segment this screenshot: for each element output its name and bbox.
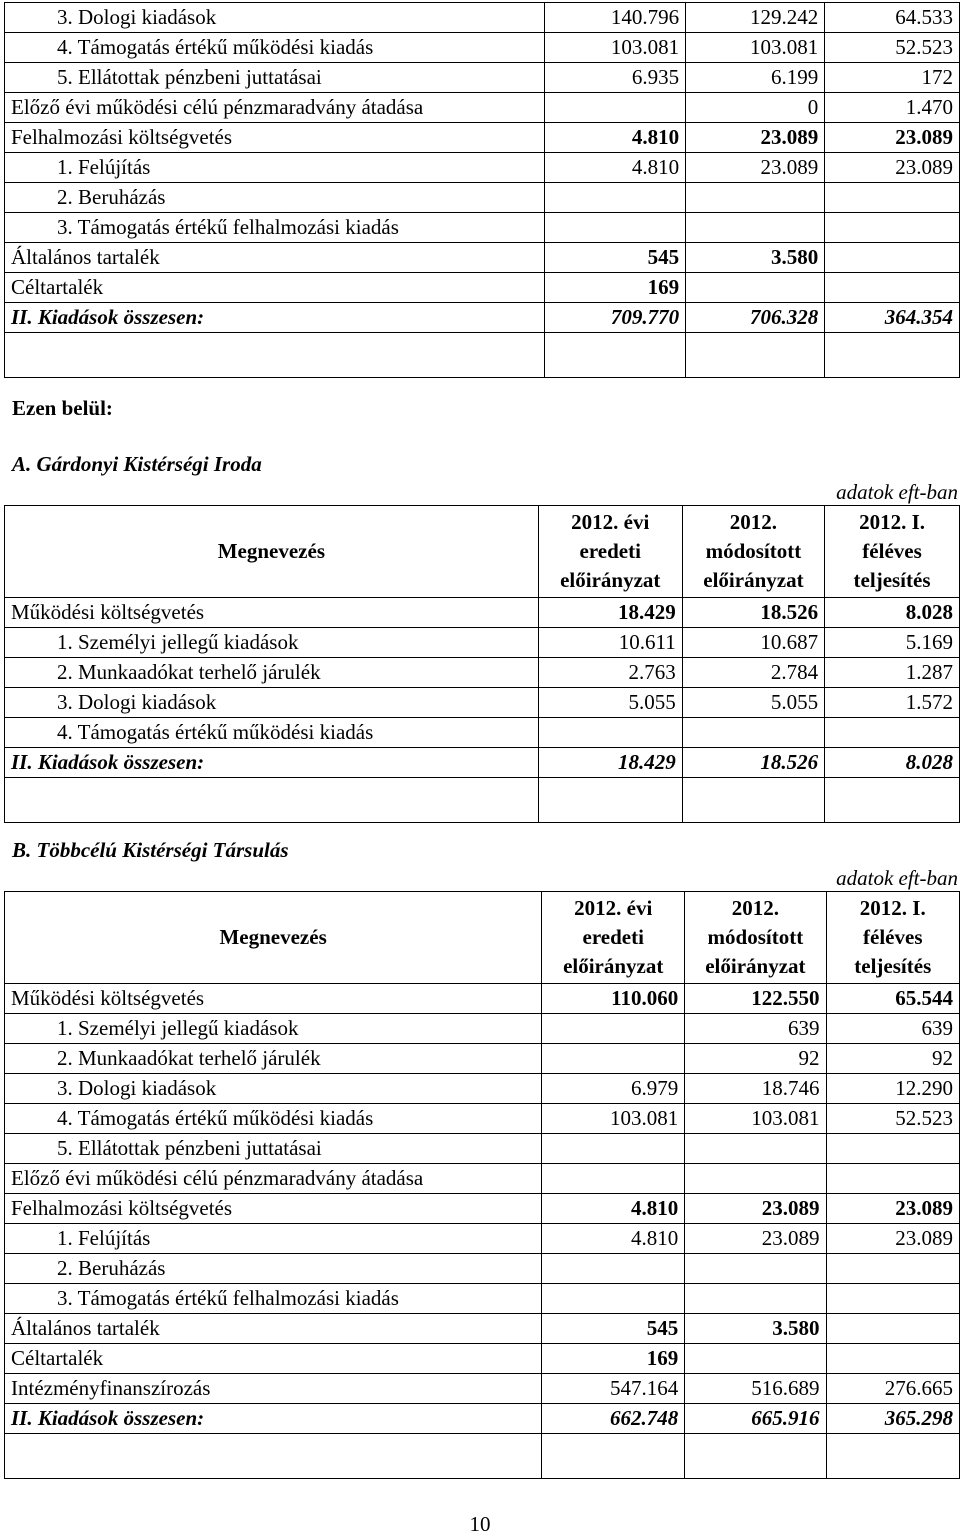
table-row <box>5 1104 960 1134</box>
top-table <box>4 2 960 378</box>
section-b-unit: adatok eft-ban <box>836 866 958 890</box>
table-row <box>5 243 960 273</box>
header-eredeti <box>538 506 682 598</box>
header-line: teljesítés <box>853 568 931 592</box>
table-row <box>5 183 960 213</box>
header-line: módosított <box>705 539 802 563</box>
cell-teljesites: 365.298 <box>826 1404 959 1434</box>
row-label: 4. Támogatás értékű működési kiadás <box>5 718 539 748</box>
cell-eredeti <box>542 1284 685 1314</box>
header-line: 2012. évi <box>574 896 653 920</box>
cell-eredeti: 103.081 <box>545 33 686 63</box>
cell-eredeti: 18.429 <box>538 598 682 628</box>
spacer-row <box>5 1434 960 1479</box>
section-a-unit: adatok eft-ban <box>836 480 958 504</box>
spacer-cell <box>682 778 824 823</box>
table-row <box>5 1044 960 1074</box>
spacer-cell <box>5 333 545 378</box>
table-row <box>5 1254 960 1284</box>
header-line: eredeti <box>582 925 644 949</box>
cell-teljesites <box>825 183 960 213</box>
table-row <box>5 3 960 33</box>
table-row <box>5 718 960 748</box>
row-label: 1. Személyi jellegű kiadások <box>5 1014 542 1044</box>
row-label: 3. Dologi kiadások <box>5 3 545 33</box>
cell-teljesites: 639 <box>826 1014 959 1044</box>
table-row <box>5 1134 960 1164</box>
cell-eredeti <box>538 718 682 748</box>
cell-teljesites: 8.028 <box>825 748 960 778</box>
cell-eredeti: 5.055 <box>538 688 682 718</box>
cell-teljesites: 52.523 <box>825 33 960 63</box>
row-label: 3. Támogatás értékű felhalmozási kiadás <box>5 1284 542 1314</box>
table-row <box>5 303 960 333</box>
cell-teljesites: 5.169 <box>825 628 960 658</box>
header-line: teljesítés <box>854 954 932 978</box>
section-b-header-row <box>5 892 960 984</box>
spacer-cell <box>5 778 539 823</box>
cell-teljesites: 1.470 <box>825 93 960 123</box>
spacer-cell <box>685 1434 826 1479</box>
cell-teljesites: 23.089 <box>826 1224 959 1254</box>
cell-eredeti: 18.429 <box>538 748 682 778</box>
table-row <box>5 153 960 183</box>
cell-eredeti: 6.979 <box>542 1074 685 1104</box>
cell-modositott: 3.580 <box>686 243 825 273</box>
cell-modositott: 639 <box>685 1014 826 1044</box>
row-label: 3. Dologi kiadások <box>5 688 539 718</box>
cell-eredeti: 662.748 <box>542 1404 685 1434</box>
cell-modositott: 122.550 <box>685 984 826 1014</box>
header-line: eredeti <box>579 539 641 563</box>
cell-eredeti <box>542 1254 685 1284</box>
row-label: 3. Támogatás értékű felhalmozási kiadás <box>5 213 545 243</box>
cell-modositott <box>685 1164 826 1194</box>
cell-eredeti <box>545 183 686 213</box>
row-label: Intézményfinanszírozás <box>5 1374 542 1404</box>
cell-modositott <box>682 718 824 748</box>
table-row <box>5 123 960 153</box>
spacer-cell <box>825 333 960 378</box>
cell-modositott: 92 <box>685 1044 826 1074</box>
table-row <box>5 33 960 63</box>
row-label: II. Kiadások összesen: <box>5 303 545 333</box>
spacer-cell <box>542 1434 685 1479</box>
cell-modositott: 103.081 <box>685 1104 826 1134</box>
cell-teljesites <box>826 1134 959 1164</box>
cell-teljesites: 1.572 <box>825 688 960 718</box>
cell-teljesites: 64.533 <box>825 3 960 33</box>
cell-eredeti: 103.081 <box>542 1104 685 1134</box>
cell-teljesites: 52.523 <box>826 1104 959 1134</box>
cell-eredeti: 6.935 <box>545 63 686 93</box>
table-row <box>5 1014 960 1044</box>
row-label: II. Kiadások összesen: <box>5 748 539 778</box>
table-row <box>5 1224 960 1254</box>
cell-modositott: 23.089 <box>685 1224 826 1254</box>
row-label: 1. Személyi jellegű kiadások <box>5 628 539 658</box>
header-line: előirányzat <box>563 954 664 978</box>
header-line: 2012. évi <box>571 510 650 534</box>
cell-teljesites <box>825 243 960 273</box>
row-label: Felhalmozási költségvetés <box>5 123 545 153</box>
cell-modositott: 129.242 <box>686 3 825 33</box>
row-label: 2. Munkaadókat terhelő járulék <box>5 658 539 688</box>
cell-modositott: 706.328 <box>686 303 825 333</box>
table-row <box>5 628 960 658</box>
cell-eredeti: 545 <box>542 1314 685 1344</box>
cell-teljesites: 23.089 <box>825 153 960 183</box>
header-line: 2012. I. <box>859 896 926 920</box>
cell-modositott: 3.580 <box>685 1314 826 1344</box>
top-table-body <box>5 3 960 378</box>
cell-teljesites: 364.354 <box>825 303 960 333</box>
cell-modositott: 516.689 <box>685 1374 826 1404</box>
spacer-cell <box>686 333 825 378</box>
cell-modositott: 23.089 <box>686 123 825 153</box>
cell-modositott: 5.055 <box>682 688 824 718</box>
section-a-table <box>4 505 960 823</box>
section-a-title: A. Gárdonyi Kistérségi Iroda <box>12 452 262 476</box>
cell-teljesites: 172 <box>825 63 960 93</box>
cell-teljesites: 1.287 <box>825 658 960 688</box>
cell-modositott: 2.784 <box>682 658 824 688</box>
header-megnevezes: Megnevezés <box>5 506 539 598</box>
spacer-cell <box>538 778 682 823</box>
cell-eredeti <box>542 1164 685 1194</box>
table-row <box>5 1164 960 1194</box>
header-line: 2012. <box>729 510 778 534</box>
header-modositott <box>685 892 826 984</box>
header-teljesites <box>825 506 960 598</box>
row-label: 4. Támogatás értékű működési kiadás <box>5 33 545 63</box>
table-row <box>5 273 960 303</box>
row-label: Előző évi működési célú pénzmaradvány átadása <box>5 1164 542 1194</box>
header-modositott <box>682 506 824 598</box>
spacer-cell <box>5 1434 542 1479</box>
cell-teljesites: 92 <box>826 1044 959 1074</box>
row-label: Céltartalék <box>5 273 545 303</box>
row-label: Működési költségvetés <box>5 598 539 628</box>
ezen-belul-heading: Ezen belül: <box>12 396 113 420</box>
row-label: 5. Ellátottak pénzbeni juttatásai <box>5 63 545 93</box>
cell-modositott: 103.081 <box>686 33 825 63</box>
header-line: féléves <box>862 539 922 563</box>
spacer-cell <box>826 1434 959 1479</box>
cell-teljesites: 23.089 <box>825 123 960 153</box>
table-row <box>5 63 960 93</box>
table-row <box>5 1404 960 1434</box>
cell-eredeti: 4.810 <box>545 123 686 153</box>
table-row <box>5 1074 960 1104</box>
header-line: előirányzat <box>705 954 806 978</box>
cell-modositott <box>686 183 825 213</box>
cell-teljesites: 12.290 <box>826 1074 959 1104</box>
cell-eredeti <box>542 1044 685 1074</box>
row-label: Előző évi működési célú pénzmaradvány átadása <box>5 93 545 123</box>
header-teljesites <box>826 892 959 984</box>
page-number: 10 <box>469 1512 491 1536</box>
cell-modositott: 18.746 <box>685 1074 826 1104</box>
table-row <box>5 688 960 718</box>
spacer-row <box>5 333 960 378</box>
cell-eredeti <box>545 93 686 123</box>
cell-eredeti: 110.060 <box>542 984 685 1014</box>
cell-eredeti: 547.164 <box>542 1374 685 1404</box>
cell-teljesites <box>826 1314 959 1344</box>
cell-teljesites: 276.665 <box>826 1374 959 1404</box>
spacer-cell <box>545 333 686 378</box>
table-row <box>5 1314 960 1344</box>
cell-teljesites <box>825 213 960 243</box>
row-label: 1. Felújítás <box>5 153 545 183</box>
cell-modositott: 10.687 <box>682 628 824 658</box>
row-label: Általános tartalék <box>5 1314 542 1344</box>
section-b-table <box>4 891 960 1479</box>
header-line: előirányzat <box>703 568 804 592</box>
cell-teljesites <box>825 718 960 748</box>
cell-teljesites: 8.028 <box>825 598 960 628</box>
table-row <box>5 93 960 123</box>
row-label: II. Kiadások összesen: <box>5 1404 542 1434</box>
cell-eredeti <box>545 213 686 243</box>
cell-modositott: 23.089 <box>686 153 825 183</box>
cell-eredeti: 2.763 <box>538 658 682 688</box>
table-row <box>5 1344 960 1374</box>
row-label: Működési költségvetés <box>5 984 542 1014</box>
spacer-row <box>5 778 960 823</box>
section-a-table-body <box>5 598 960 823</box>
cell-modositott: 18.526 <box>682 598 824 628</box>
row-label: 3. Dologi kiadások <box>5 1074 542 1104</box>
row-label: 1. Felújítás <box>5 1224 542 1254</box>
cell-teljesites <box>826 1344 959 1374</box>
row-label: 2. Beruházás <box>5 1254 542 1284</box>
table-row <box>5 748 960 778</box>
cell-teljesites <box>826 1254 959 1284</box>
section-b-table-body <box>5 984 960 1479</box>
header-eredeti <box>542 892 685 984</box>
section-a-header-row <box>5 506 960 598</box>
header-line: féléves <box>863 925 923 949</box>
cell-eredeti: 4.810 <box>542 1194 685 1224</box>
cell-modositott <box>685 1254 826 1284</box>
cell-modositott: 0 <box>686 93 825 123</box>
cell-modositott <box>686 273 825 303</box>
header-line: 2012. <box>731 896 779 920</box>
cell-eredeti: 169 <box>545 273 686 303</box>
cell-teljesites: 23.089 <box>826 1194 959 1224</box>
cell-teljesites: 65.544 <box>826 984 959 1014</box>
cell-eredeti: 4.810 <box>542 1224 685 1254</box>
cell-teljesites <box>825 273 960 303</box>
cell-eredeti <box>542 1014 685 1044</box>
row-label: Céltartalék <box>5 1344 542 1374</box>
table-row <box>5 658 960 688</box>
cell-teljesites <box>826 1164 959 1194</box>
cell-eredeti: 169 <box>542 1344 685 1374</box>
header-line: módosított <box>707 925 804 949</box>
cell-teljesites <box>826 1284 959 1314</box>
row-label: Általános tartalék <box>5 243 545 273</box>
row-label: Felhalmozási költségvetés <box>5 1194 542 1224</box>
table-row <box>5 1284 960 1314</box>
table-row <box>5 1194 960 1224</box>
table-row <box>5 598 960 628</box>
header-megnevezes: Megnevezés <box>5 892 542 984</box>
cell-eredeti: 545 <box>545 243 686 273</box>
cell-eredeti <box>542 1134 685 1164</box>
table-row <box>5 213 960 243</box>
cell-eredeti: 709.770 <box>545 303 686 333</box>
table-row <box>5 984 960 1014</box>
cell-eredeti: 140.796 <box>545 3 686 33</box>
cell-modositott: 6.199 <box>686 63 825 93</box>
row-label: 5. Ellátottak pénzbeni juttatásai <box>5 1134 542 1164</box>
header-line: 2012. I. <box>859 510 925 534</box>
table-row <box>5 1374 960 1404</box>
cell-eredeti: 10.611 <box>538 628 682 658</box>
cell-modositott: 18.526 <box>682 748 824 778</box>
cell-modositott <box>686 213 825 243</box>
cell-modositott <box>685 1344 826 1374</box>
cell-modositott <box>685 1134 826 1164</box>
cell-modositott: 665.916 <box>685 1404 826 1434</box>
spacer-cell <box>825 778 960 823</box>
row-label: 4. Támogatás értékű működési kiadás <box>5 1104 542 1134</box>
row-label: 2. Beruházás <box>5 183 545 213</box>
section-b-title: B. Többcélú Kistérségi Társulás <box>12 838 289 862</box>
cell-eredeti: 4.810 <box>545 153 686 183</box>
cell-modositott: 23.089 <box>685 1194 826 1224</box>
header-line: előirányzat <box>560 568 661 592</box>
row-label: 2. Munkaadókat terhelő járulék <box>5 1044 542 1074</box>
cell-modositott <box>685 1284 826 1314</box>
